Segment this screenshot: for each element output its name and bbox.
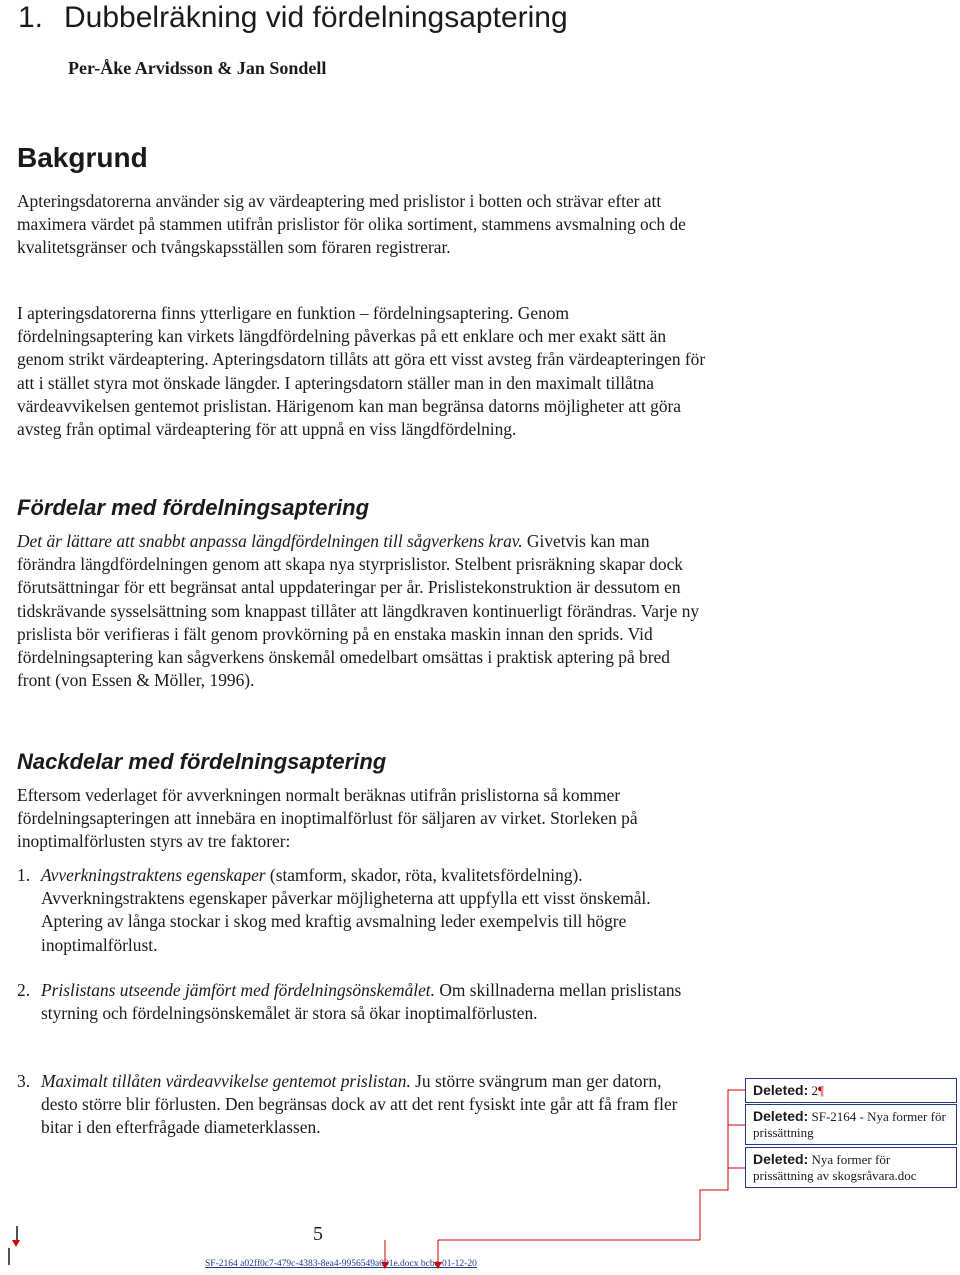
list-item-text: Om skillnaderna mellan prislistans styrning och fördelningsönskemålet är stora så ökar inoptimalförlusten.: [41, 980, 682, 1024]
list-item-number: 1.: [17, 865, 31, 885]
list-item: [17, 979, 697, 1025]
heading-nackdelar: Nackdelar med fördelningsaptering: [17, 749, 387, 774]
revision-balloon[interactable]: [745, 1147, 957, 1188]
revision-mark-icon: [381, 1262, 389, 1269]
revision-mark-icon: [434, 1262, 442, 1269]
revision-text: 2: [811, 1083, 818, 1098]
revision-balloon[interactable]: [745, 1104, 957, 1145]
list-item-lead: Maximalt tillåten värdeavvikelse gentemot prislistan.: [41, 1071, 411, 1091]
pilcrow-icon: ¶: [817, 1083, 824, 1098]
list-item: [17, 1070, 697, 1140]
fordelar-body: Givetvis kan man förändra längdfördelningen genom att skapa nya styrprislistor. Stelbent prisräkning skapar dock förutsättningar för ett begränsat antal uppdateringar per år. Prislistekonstruktion är dessutom en tidskrävande sysselsättning som knappast tillåter att längdkraven kontinuerligt förändras. Varje ny prislista bör verifieras i fält genom provkörning på en enstaka maskin innan den sprids. Vid fördelningsaptering kan sågverkens önskemål omedelbart omsättas i praktisk aptering på bred front (von Essen & Möller, 1996).: [17, 531, 700, 691]
page-number: 5: [313, 1223, 323, 1245]
heading-bakgrund: Bakgrund: [17, 142, 148, 173]
list-item-number: 2.: [17, 980, 31, 1000]
paragraph-fordelar: [17, 530, 707, 692]
title-text: Dubbelräkning vid fördelningsaptering: [64, 1, 568, 34]
authors: Per-Åke Arvidsson & Jan Sondell: [68, 58, 327, 78]
list-item-number: 3.: [17, 1071, 31, 1091]
fordelar-italic-lead: Det är lättare att snabbt anpassa längdfördelningen till sågverkens krav.: [17, 531, 523, 551]
paragraph-bakgrund-2: I apteringsdatorerna finns ytterligare en funktion – fördelningsaptering. Genom fördelningsaptering kan virkets längdfördelning påverkas på ett enklare och mer exakt sätt än genom strikt värdeaptering. Apteringsdatorn tillåts att göra ett visst avsteg från värdeapteringen för att i stället styra mot önskade längder. I apteringsdatorn ställer man in den maximalt tillåtna värdeavvikelsen gentemot prislistan. Härigenom kan man begränsa datorns möjligheter att göra avsteg från optimal värdeaptering för att uppnå en viss längdfördelning.: [17, 303, 706, 440]
revision-label: Deleted:: [753, 1151, 809, 1167]
revision-balloon[interactable]: [745, 1078, 957, 1103]
title-number: 1.: [18, 1, 44, 34]
revision-label: Deleted:: [753, 1082, 809, 1098]
revision-label: Deleted:: [753, 1108, 809, 1124]
document-title: [18, 0, 568, 36]
revision-text: Nya former för prissättning av skogsråvara.doc: [753, 1152, 917, 1183]
paragraph-nackdelar-intro: Eftersom vederlaget för avverkningen normalt beräknas utifrån prislistorna så kommer fördelningsapteringen att innebära en inoptimalförlust för säljaren av virket. Storleken på inoptimalförlusten styrs av tre faktorer:: [17, 785, 638, 852]
paragraph-bakgrund-1: Apteringsdatorerna använder sig av värdeaptering med prislistor i botten och strävar efter att maximera värdet på stammen utifrån prislistor för olika sortiment, stammens avsmalning och de kvalitetsgränser och tvångskapsställen som föraren registrerar.: [17, 191, 686, 258]
list-item-lead: Avverkningstraktens egenskaper: [41, 865, 266, 885]
heading-fordelar: Fördelar med fördelningsaptering: [17, 495, 370, 520]
footer-filename[interactable]: SF-2164 a02ff0c7-479c-4383-8ea4-9956549a091e.docx bcba-01-12-20: [205, 1259, 477, 1269]
revision-text: SF-2164 - Nya former för prissättning: [753, 1109, 946, 1140]
list-item: [17, 864, 697, 957]
list-item-text: Ju större svängrum man ger datorn, desto större blir förlusten. Den begränsas dock av att det rent fysiskt inte går att få fram fler bitar i den efterfrågade diameterklassen.: [41, 1071, 678, 1138]
list-item-lead: Prislistans utseende jämfört med fördelningsönskemålet.: [41, 980, 435, 1000]
revision-mark-icon: [12, 1240, 20, 1247]
list-item-text: (stamform, skador, röta, kvalitetsfördelning). Avverkningstraktens egenskaper påverkar möjligheterna att uppfylla ett visst önskemål. Aptering av långa stockar i skog med kraftig avsmalning leder exempelvis till högre inoptimalförlust.: [41, 865, 651, 955]
